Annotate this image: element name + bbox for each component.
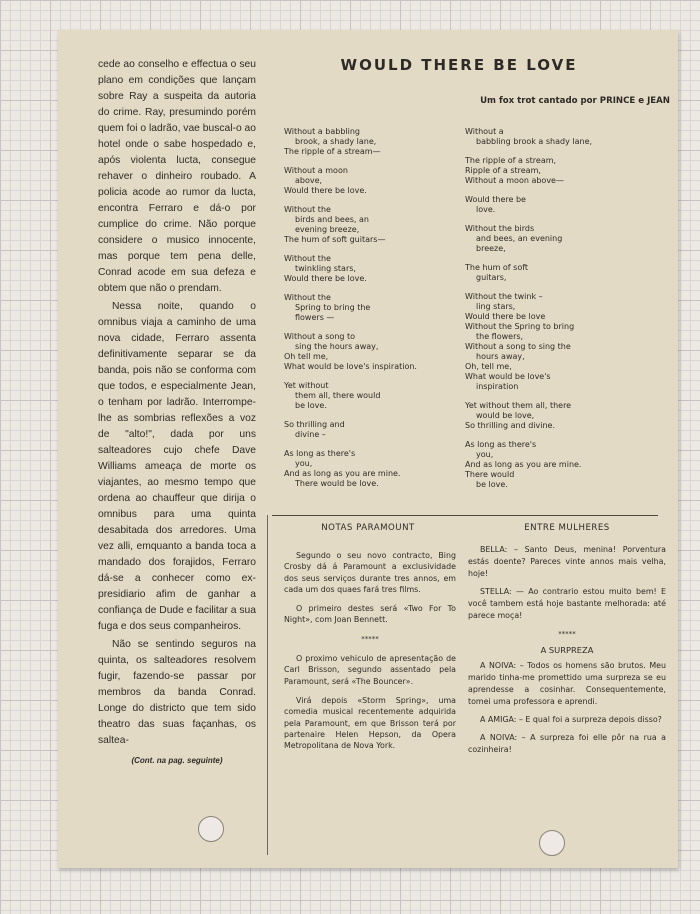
lyric-stanza — [465, 156, 670, 186]
lyric-line: Without a — [465, 127, 504, 136]
lyrics-column-1 — [284, 127, 464, 498]
punch-hole — [539, 830, 565, 856]
lyric-line: Would there be love. — [284, 186, 367, 195]
dialogue-line: STELLA: — Ao contrario estou muito bem! E você tambem está hoje bastante melhorada: até parece moça! — [468, 587, 666, 620]
notas-paragraph: Virá depois «Storm Spring», uma comedia musical recentemente adquirida pela Paramount, em que Brisson terá por partenaire Helen Hepson, da Opera Metropolitana de Nova York. — [284, 695, 456, 751]
lyric-line: Oh tell me, — [284, 352, 329, 361]
lyric-line: Spring to bring the — [295, 303, 371, 312]
lyrics-column-2 — [465, 127, 670, 499]
lyric-stanza — [465, 127, 670, 147]
lyric-line: would be love, — [476, 411, 535, 420]
lyric-line: Without the Spring to bring — [465, 322, 575, 331]
section-divider — [272, 515, 658, 516]
lyric-stanza — [284, 254, 464, 284]
lyric-line: them all, there would — [295, 391, 381, 400]
lyric-line: What would be love's — [465, 372, 551, 381]
lyric-line: So thrilling and — [284, 420, 345, 429]
song-subtitle: Um fox trot cantado por PRINCE e JEAN — [480, 96, 670, 106]
lyric-stanza — [284, 449, 464, 489]
lyric-line: Would there be love. — [284, 274, 367, 283]
lyric-line: twinkling stars, — [295, 264, 356, 273]
lyric-line: ling stars, — [476, 302, 516, 311]
lyric-line: brook, a shady lane, — [295, 137, 377, 146]
continuation-note: (Cont. na pag. seguinte) — [131, 756, 223, 765]
lyric-line: As long as there's — [465, 440, 537, 449]
lyric-line: Would there be — [465, 195, 526, 204]
lyric-line: The ripple of a stream— — [284, 147, 381, 156]
lyric-line: you, — [295, 459, 313, 468]
lyric-line: be love. — [476, 480, 508, 489]
notas-paragraph: O primeiro destes será «Two For To Night», com Joan Bennett. — [284, 604, 456, 625]
lyric-stanza — [465, 263, 670, 283]
lyric-line: Without the twink – — [465, 292, 543, 301]
dialogue-line: A NOIVA: – A surpreza foi elle pôr na rua a cozinheira! — [468, 733, 666, 754]
dialogue-line: A AMIGA: – E qual foi a surpreza depois disso? — [480, 715, 662, 724]
lyric-stanza — [284, 381, 464, 411]
lyric-line: you, — [476, 450, 494, 459]
separator-stars: ***** — [558, 630, 576, 638]
lyric-line: Without a moon — [284, 166, 348, 175]
lyric-line: Ripple of a stream, — [465, 166, 541, 175]
lyric-line: birds and bees, an — [295, 215, 369, 224]
lyric-line: So thrilling and divine. — [465, 421, 555, 430]
lyric-line: Without the birds — [465, 224, 535, 233]
lyric-line: evening breeze, — [295, 225, 360, 234]
lyric-line: inspiration — [476, 382, 519, 391]
lyric-line: Without the — [284, 293, 331, 302]
story-paragraph: Não se sentindo seguros na quinta, os salteadores resolvem fugir, fazendo-se passar por membros da banda Conrad. Longe do districto que tem sido theatro das suas façanhas, os saltea- — [98, 639, 256, 746]
lyric-line: sing the hours away, — [295, 342, 379, 351]
lyric-line: love. — [476, 205, 496, 214]
lyric-line: Without a babbling — [284, 127, 360, 136]
surpreza-heading: A SURPREZA — [540, 645, 594, 655]
dialogue-line: BELLA: – Santo Deus, menina! Porventura estás doente? Pareces vinte annos mais velha, hoje! — [468, 545, 666, 578]
lyric-line: breeze, — [476, 244, 506, 253]
lyric-stanza — [284, 205, 464, 245]
lyric-line: What would be love's inspiration. — [284, 362, 417, 371]
story-paragraph: Nessa noite, quando o omnibus viaja a caminho de uma nova cidade, Ferraro assenta definitivamente separar se da banda, pois não se conforma com que todos, e especialmente Jean, o tenham por ladrão. Interrompe-lhe as sombrias reflexões a voz de "alto!", dada por uns salteadores cujo chefe Dave Williams ameaça de morte os viajantes, ao mesmo tempo que ordena ao chauffeur que dirija o omnibus para uma quinta desabitada dos arredores. Uma vez alli, emquanto a banda toca a mandado dos forajidos, Ferraro dá-se a conhecer como ex-presidiario afim de ganhar a confiança de Dude e facilitar a sua fuga e dos seus companheiros. — [98, 301, 256, 632]
lyric-stanza — [465, 292, 670, 392]
lyric-line: The hum of soft — [465, 263, 529, 272]
lyric-line: As long as there's — [284, 449, 356, 458]
lyric-stanza — [284, 293, 464, 323]
lyric-line: and bees, an evening — [476, 234, 563, 243]
notas-paragraph: Segundo o seu novo contracto, Bing Crosby dá á Paramount a exclusividade dos seus serviços durante tres annos, em cada um dos quaes fará tres films. — [284, 551, 456, 594]
lyric-line: Without the — [284, 254, 331, 263]
lyric-stanza — [284, 332, 464, 372]
printed-card — [58, 30, 678, 868]
lyric-stanza — [465, 401, 670, 431]
lyric-line: The ripple of a stream, — [465, 156, 557, 165]
dialogue-line: A NOIVA: – Todos os homens são brutos. Meu marido tinha-me promettido uma surpreza se eu aprendesse a cosinhar. Consequentemente, tomei uma professora e aprendi. — [468, 661, 666, 706]
lyric-stanza — [465, 224, 670, 254]
lyric-line: There would — [465, 470, 515, 479]
lyric-line: Oh, tell me, — [465, 362, 512, 371]
lyric-line: There would be love. — [295, 479, 379, 488]
lyric-line: Yet without — [284, 381, 329, 390]
separator-stars: ***** — [361, 634, 379, 643]
notas-heading: NOTAS PARAMOUNT — [321, 523, 415, 533]
story-column — [98, 57, 256, 769]
lyric-line: The hum of soft guitars— — [284, 235, 386, 244]
lyric-line: guitars, — [476, 273, 507, 282]
lyric-line: hours away, — [476, 352, 525, 361]
lyric-line: the flowers, — [476, 332, 524, 341]
story-paragraph: cede ao conselho e effectua o seu plano em condições que lançam sobre Ray a suspeita da autoria do crime. Ray, presumindo porém quem foi o ladrão, vae buscal-o ao hotel onde o sabe hospedado e, após violenta lucta, consegue rehaver o dinheiro roubado. A policia acode ao rumor da lucta, encontra Ferraro e dá-o por cumplice do crime. Não porque considere o musico innocente, mas porque tem pena delle, Conrad acode em sua defeza e obtem que não o prendam. — [98, 59, 256, 294]
lyric-line: flowers — — [295, 313, 335, 322]
lyric-line: Without a song to — [284, 332, 356, 341]
lyric-stanza — [284, 420, 464, 440]
lyric-line: above, — [295, 176, 323, 185]
lyric-line: And as long as you are mine. — [284, 469, 401, 478]
punch-hole — [198, 816, 224, 842]
lyric-line: Without a moon above— — [465, 176, 564, 185]
notas-section — [284, 550, 456, 759]
song-title: WOULD THERE BE LOVE — [340, 56, 578, 74]
lyric-line: Without a song to sing the — [465, 342, 571, 351]
lyric-stanza — [465, 195, 670, 215]
lyric-stanza — [284, 127, 464, 157]
lyric-line: divine – — [295, 430, 326, 439]
lyric-line: Yet without them all, there — [465, 401, 572, 410]
column-divider — [267, 515, 268, 855]
lyric-line: Would there be love — [465, 312, 546, 321]
lyric-stanza — [465, 440, 670, 490]
lyric-stanza — [284, 166, 464, 196]
entre-section — [468, 544, 666, 762]
lyric-line: babbling brook a shady lane, — [476, 137, 593, 146]
notas-paragraph: O proximo vehiculo de apresentação de Carl Brisson, segundo assentado pela Paramount, será «The Bouncer». — [284, 654, 456, 686]
lyric-line: be love. — [295, 401, 327, 410]
lyric-line: And as long as you are mine. — [465, 460, 582, 469]
entre-heading: ENTRE MULHERES — [524, 523, 610, 533]
lyric-line: Without the — [284, 205, 331, 214]
